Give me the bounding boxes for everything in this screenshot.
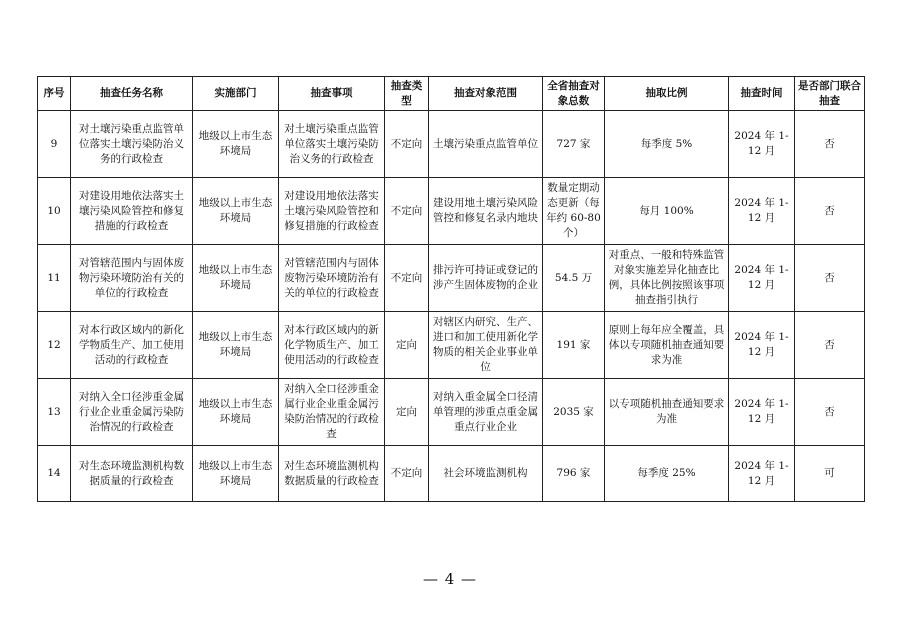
cell-time: 2024 年 1-12 月 — [729, 178, 795, 245]
page-number: — 4 — — [422, 570, 478, 588]
cell-scope: 土壤污染重点监管单位 — [429, 111, 543, 178]
cell-total: 727 家 — [543, 111, 605, 178]
header-item: 抽查事项 — [279, 77, 385, 111]
cell-seq: 11 — [38, 245, 71, 312]
cell-joint: 否 — [795, 178, 865, 245]
cell-scope: 社会环境监测机构 — [429, 446, 543, 502]
cell-joint: 否 — [795, 245, 865, 312]
table-row — [38, 111, 865, 178]
table-row — [38, 379, 865, 446]
table-row — [38, 178, 865, 245]
cell-time: 2024 年 1-12 月 — [729, 446, 795, 502]
cell-type: 不定向 — [385, 178, 429, 245]
table-row — [38, 446, 865, 502]
cell-department: 地级以上市生态环境局 — [193, 245, 279, 312]
cell-ratio: 对重点、一般和特殊监管对象实施差异化抽查比例，具体比例按照该事项抽查指引执行 — [605, 245, 729, 312]
cell-total: 796 家 — [543, 446, 605, 502]
cell-joint: 否 — [795, 312, 865, 379]
cell-time: 2024 年 1-12 月 — [729, 312, 795, 379]
cell-time: 2024 年 1-12 月 — [729, 245, 795, 312]
header-seq: 序号 — [38, 77, 71, 111]
cell-task-name: 对土壤污染重点监管单位落实土壤污染防治义务的行政检查 — [71, 111, 193, 178]
cell-time: 2024 年 1-12 月 — [729, 111, 795, 178]
cell-ratio: 每季度 5% — [605, 111, 729, 178]
cell-total: 54.5 万 — [543, 245, 605, 312]
cell-scope: 对辖区内研究、生产、进口和加工使用新化学物质的相关企业事业单位 — [429, 312, 543, 379]
header-total: 全省抽查对象总数 — [543, 77, 605, 111]
cell-type: 不定向 — [385, 446, 429, 502]
cell-total: 数量定期动态更新（每年约 60-80 个） — [543, 178, 605, 245]
cell-task-name: 对本行政区域内的新化学物质生产、加工使用活动的行政检查 — [71, 312, 193, 379]
cell-item: 对生态环境监测机构数据质量的行政检查 — [279, 446, 385, 502]
header-joint: 是否部门联合抽查 — [795, 77, 865, 111]
header-scope: 抽查对象范围 — [429, 77, 543, 111]
header-task-name: 抽查任务名称 — [71, 77, 193, 111]
cell-task-name: 对管辖范围内与固体废物污染环境防治有关的单位的行政检查 — [71, 245, 193, 312]
cell-scope: 对纳入重金属全口径清单管理的涉重点重金属重点行业企业 — [429, 379, 543, 446]
cell-seq: 12 — [38, 312, 71, 379]
cell-seq: 9 — [38, 111, 71, 178]
cell-ratio: 原则上每年应全覆盖，具体以专项随机抽查通知要求为准 — [605, 312, 729, 379]
cell-seq: 13 — [38, 379, 71, 446]
cell-department: 地级以上市生态环境局 — [193, 379, 279, 446]
cell-time: 2024 年 1-12 月 — [729, 379, 795, 446]
cell-ratio: 每月 100% — [605, 178, 729, 245]
cell-type: 定向 — [385, 312, 429, 379]
cell-department: 地级以上市生态环境局 — [193, 111, 279, 178]
cell-joint: 可 — [795, 446, 865, 502]
cell-item: 对管辖范围内与固体废物污染环境防治有关的单位的行政检查 — [279, 245, 385, 312]
cell-department: 地级以上市生态环境局 — [193, 446, 279, 502]
header-time: 抽查时间 — [729, 77, 795, 111]
cell-ratio: 以专项随机抽查通知要求为准 — [605, 379, 729, 446]
cell-total: 191 家 — [543, 312, 605, 379]
cell-item: 对本行政区域内的新化学物质生产、加工使用活动的行政检查 — [279, 312, 385, 379]
cell-seq: 14 — [38, 446, 71, 502]
cell-department: 地级以上市生态环境局 — [193, 178, 279, 245]
cell-scope: 排污许可持证或登记的涉产生固体废物的企业 — [429, 245, 543, 312]
cell-type: 定向 — [385, 379, 429, 446]
header-ratio: 抽取比例 — [605, 77, 729, 111]
cell-task-name: 对生态环境监测机构数据质量的行政检查 — [71, 446, 193, 502]
header-type: 抽查类型 — [385, 77, 429, 111]
cell-item: 对土壤污染重点监管单位落实土壤污染防治义务的行政检查 — [279, 111, 385, 178]
cell-joint: 否 — [795, 111, 865, 178]
table-row — [38, 312, 865, 379]
cell-scope: 建设用地土壤污染风险管控和修复名录内地块 — [429, 178, 543, 245]
inspection-table — [37, 76, 865, 502]
table-header-row — [38, 77, 865, 111]
cell-type: 不定向 — [385, 111, 429, 178]
cell-ratio: 每季度 25% — [605, 446, 729, 502]
table-row — [38, 245, 865, 312]
cell-item: 对建设用地依法落实土壤污染风险管控和修复措施的行政检查 — [279, 178, 385, 245]
cell-joint: 否 — [795, 379, 865, 446]
cell-total: 2035 家 — [543, 379, 605, 446]
cell-department: 地级以上市生态环境局 — [193, 312, 279, 379]
cell-task-name: 对纳入全口径涉重金属行业企业重金属污染防治情况的行政检查 — [71, 379, 193, 446]
cell-seq: 10 — [38, 178, 71, 245]
cell-item: 对纳入全口径涉重金属行业企业重金属污染防治情况的行政检查 — [279, 379, 385, 446]
cell-task-name: 对建设用地依法落实土壤污染风险管控和修复措施的行政检查 — [71, 178, 193, 245]
header-department: 实施部门 — [193, 77, 279, 111]
cell-type: 不定向 — [385, 245, 429, 312]
